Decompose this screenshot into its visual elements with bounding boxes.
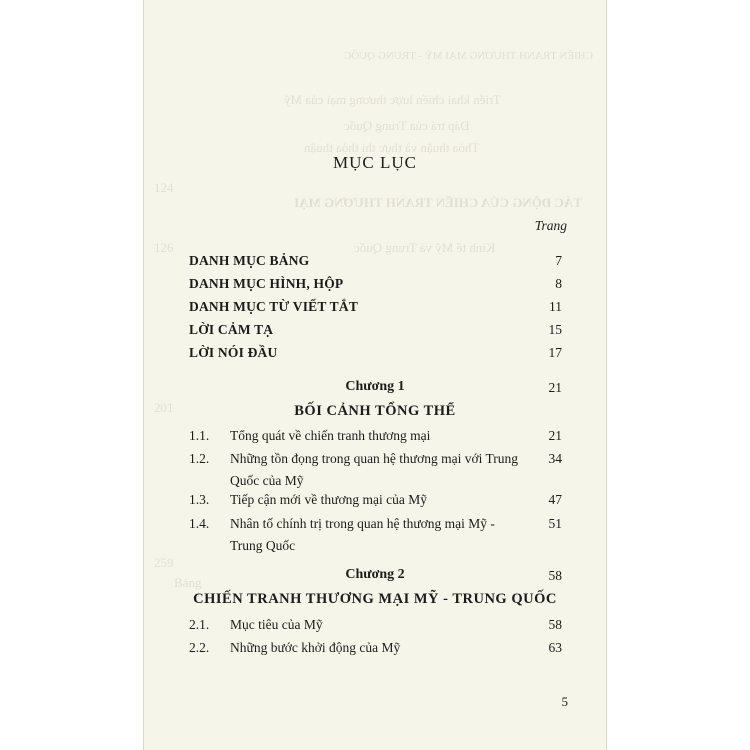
section-title[interactable]: Những tồn đọng trong quan hệ thương mại với Trung Quốc của Mỹ [230, 451, 519, 488]
toc-entry-page: 11 [549, 299, 562, 314]
section-number: 1.3. [189, 492, 210, 507]
toc-entry-page: 17 [548, 345, 562, 360]
toc-entry-label: DANH MỤC TỪ VIẾT TẮT [189, 299, 359, 314]
section-page: 51 [548, 516, 562, 531]
section-number: 2.2. [189, 640, 210, 655]
section-title[interactable]: Mục tiêu của Mỹ [230, 617, 323, 632]
toc-entry-page: 15 [548, 322, 562, 337]
toc-entry-label: DANH MỤC HÌNH, HỘP [189, 276, 344, 291]
section-title[interactable]: Những bước khởi động của Mỹ [230, 640, 401, 655]
section-number: 2.1. [189, 617, 210, 632]
chapter-page: 58 [548, 568, 562, 583]
section-page: 58 [548, 617, 562, 632]
section-number: 1.2. [189, 451, 210, 466]
toc-entry-page: 8 [555, 276, 562, 291]
page-title: MỤC LỤC [333, 153, 417, 172]
chapter-page: 21 [548, 380, 562, 395]
toc-entry-label: LỜI NÓI ĐẦU [189, 345, 278, 360]
section-title[interactable]: Nhân tố chính trị trong quan hệ thương mại Mỹ - Trung Quốc [230, 516, 495, 553]
chapter-heading[interactable]: Chương 2 [345, 567, 405, 582]
show-through-texture: CHIẾN TRANH THƯƠNG MẠI MỸ - TRUNG QUỐC Triển khai chiến lược thương mại của Mỹ Đáp trả của Trung Quốc Thỏa thuận và thực thi thỏa thuận 124 TÁC ĐỘNG CỦA CHIẾN TRANH THƯƠNG MẠI 126 Kinh tế Mỹ và Trung Quốc 201 259 Bảng [154, 50, 594, 590]
section-number: 1.4. [189, 516, 210, 531]
chapter-heading[interactable]: Chương 1 [345, 379, 405, 394]
section-page: 63 [548, 640, 562, 655]
section-number: 1.1. [189, 428, 210, 443]
page-number: 5 [561, 694, 568, 709]
toc-entry-page: 7 [555, 253, 562, 268]
book-page [143, 0, 607, 750]
chapter-title: BỐI CẢNH TỔNG THỂ [294, 403, 456, 419]
section-page: 21 [548, 428, 562, 443]
table-of-contents [144, 0, 606, 750]
section-page: 34 [548, 451, 562, 466]
section-title[interactable]: Tiếp cận mới về thương mại của Mỹ [230, 492, 427, 507]
section-page: 47 [548, 492, 562, 507]
chapter-title: CHIẾN TRANH THƯƠNG MẠI MỸ - TRUNG QUỐC [193, 591, 557, 607]
section-title[interactable]: Tổng quát về chiến tranh thương mại [230, 428, 431, 443]
toc-entry-label: LỜI CẢM TẠ [189, 322, 274, 337]
page-column-header: Trang [534, 218, 567, 233]
toc-entry-label: DANH MỤC BẢNG [189, 253, 310, 268]
